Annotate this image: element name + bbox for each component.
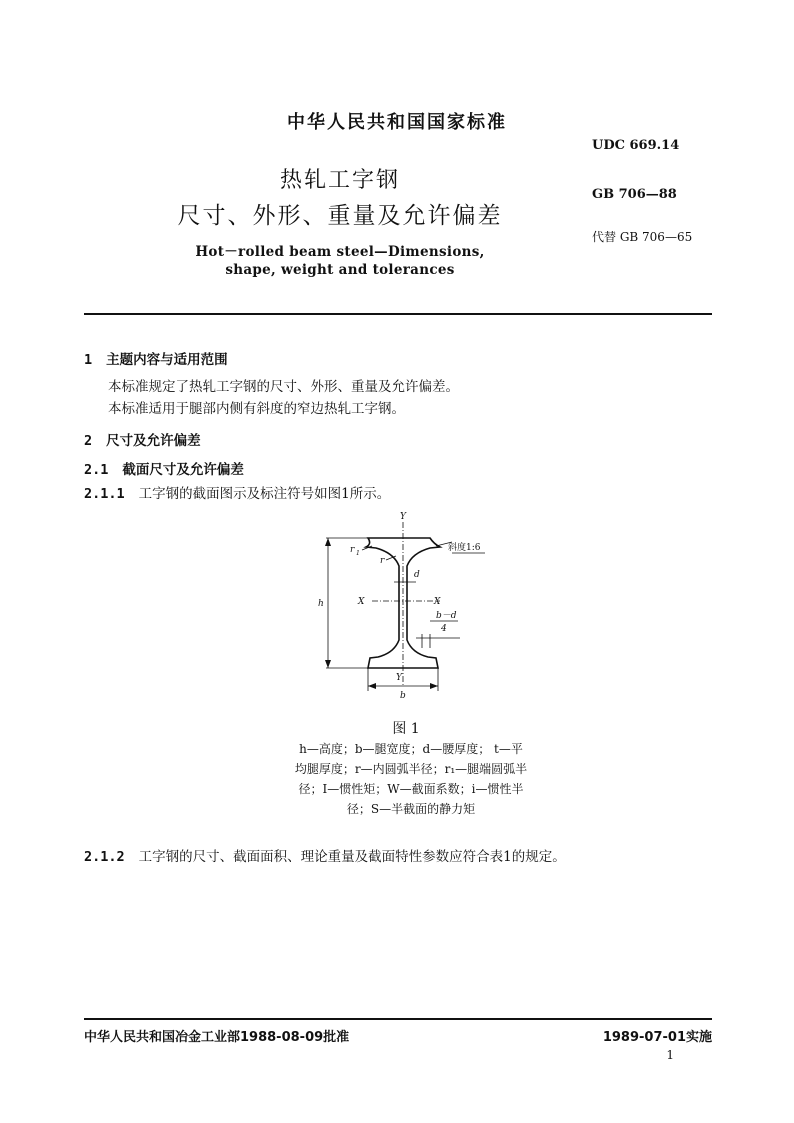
- title-cn-line2: 尺寸、外形、重量及允许偏差: [177, 203, 503, 229]
- clause-number: 2.1.2: [84, 849, 125, 865]
- label-b: b: [400, 691, 406, 701]
- figure-caption: 图 1: [392, 721, 420, 737]
- label-bd-numerator: b－d: [436, 611, 457, 621]
- figure-legend-line-2: 均腿厚度；r—内圆弧半径；r₁—腿端圆弧半: [294, 762, 528, 776]
- figure-legend-line-4: 径；S—半截面的静力矩: [346, 802, 476, 816]
- figure-legend-line-1: h—高度；b—腿宽度；d—腰厚度； t—平: [299, 742, 523, 756]
- label-x-right: X: [434, 597, 441, 607]
- title-cn-line1: 热轧工字钢: [279, 168, 400, 193]
- header-divider: [84, 313, 712, 315]
- section-2-1-heading: [84, 458, 244, 478]
- country-standard-title: 中华人民共和国国家标准: [287, 112, 507, 133]
- approval-statement: 中华人民共和国冶金工业部1988-08-09批准: [84, 1030, 350, 1045]
- figure-legend-line-3: 径；I—惯性矩；W—截面系数；i—惯性半: [298, 782, 524, 796]
- label-y-top: Y: [400, 512, 406, 522]
- effective-date: 1989-07-01实施: [602, 1030, 712, 1045]
- section-title: 主题内容与适用范围: [106, 352, 228, 368]
- label-y-bottom: Y: [396, 673, 402, 683]
- label-bd-denominator: 4: [441, 624, 447, 634]
- clause-text: 工字钢的截面图示及标注符号如图1所示。: [138, 486, 391, 502]
- section-1-paragraph-1: 本标准规定了热轧工字钢的尺寸、外形、重量及允许偏差。: [108, 379, 459, 395]
- clause-2-1-2: [84, 845, 566, 865]
- clause-number: 2.1.1: [84, 486, 125, 502]
- label-d: d: [414, 570, 420, 580]
- h-arrow-top: [325, 538, 331, 546]
- b-arrow-left: [368, 683, 376, 689]
- clause-text: 工字钢的尺寸、截面面积、理论重量及截面特性参数应符合表1的规定。: [138, 849, 566, 865]
- section-number: 2.1: [84, 462, 109, 478]
- clause-2-1-1: [84, 482, 390, 502]
- label-slope: 斜度1:6: [448, 543, 481, 553]
- section-1-heading: [84, 348, 228, 368]
- title-en-line2: shape, weight and tolerances: [225, 262, 455, 278]
- standard-number: GB 706—88: [592, 187, 677, 202]
- footer-divider: [84, 1018, 712, 1020]
- section-2-heading: [84, 429, 201, 449]
- label-r1-subscript: 1: [356, 550, 360, 557]
- page-number: 1: [666, 1048, 674, 1062]
- label-r: r: [380, 556, 385, 566]
- replaces-standard: 代替 GB 706—65: [592, 230, 693, 244]
- section-title: 截面尺寸及允许偏差: [122, 462, 244, 478]
- h-arrow-bottom: [325, 660, 331, 668]
- label-x-left: X: [358, 597, 365, 607]
- label-r1: r: [350, 545, 355, 555]
- title-en-line1: Hot－rolled beam steel—Dimensions,: [195, 244, 485, 260]
- section-number: 2: [84, 433, 93, 449]
- i-beam-cross-section-figure: [310, 508, 510, 703]
- section-1-paragraph-2: 本标准适用于腿部内侧有斜度的窄边热轧工字钢。: [108, 401, 405, 417]
- b-arrow-right: [430, 683, 438, 689]
- udc-code: UDC 669.14: [592, 138, 680, 153]
- label-h: h: [318, 599, 324, 609]
- section-title: 尺寸及允许偏差: [106, 433, 201, 449]
- section-number: 1: [84, 352, 93, 368]
